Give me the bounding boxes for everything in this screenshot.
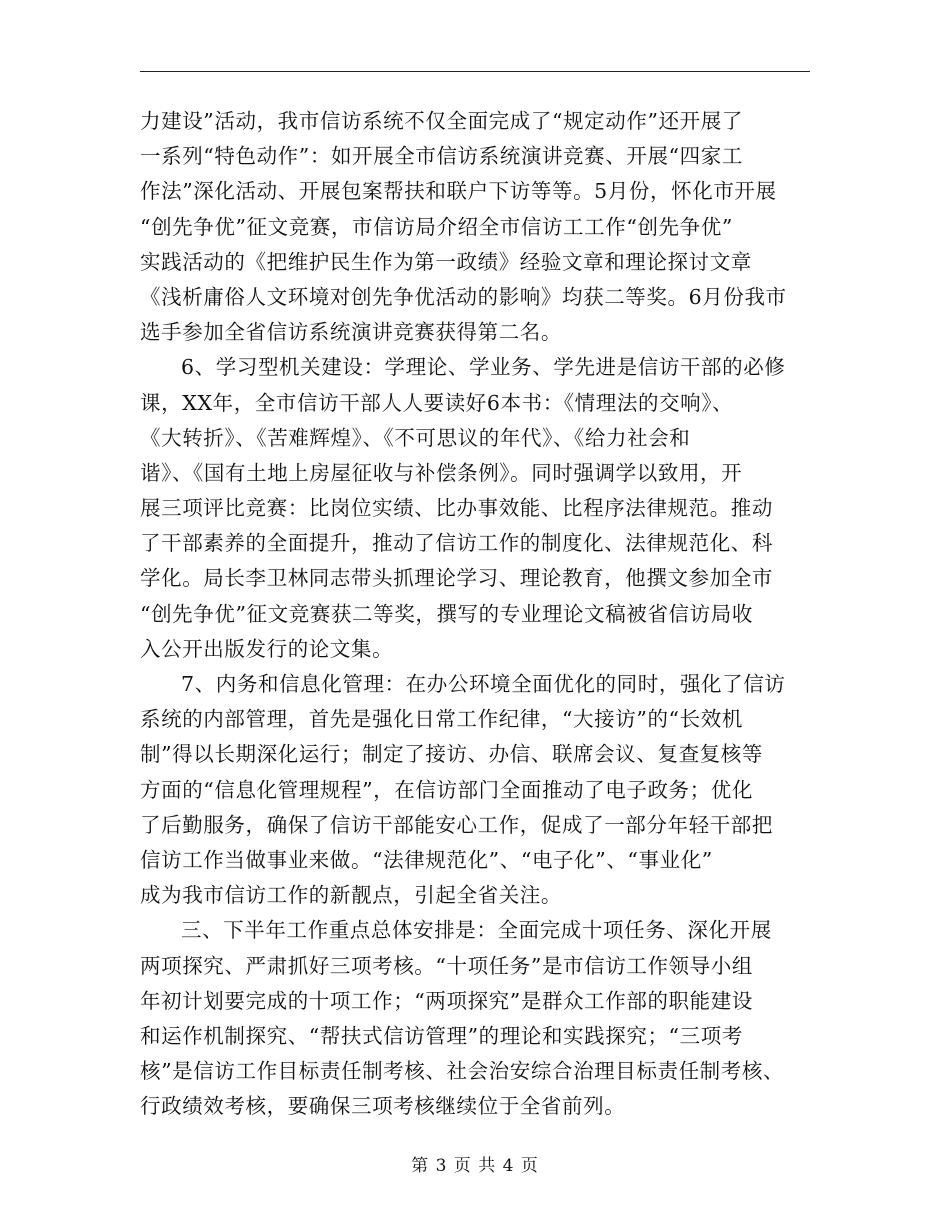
text-line: 成为我市信访工作的新靓点，引起全省关注。	[140, 883, 562, 908]
text-line: 《大转折》、《苦难辉煌》、《不可思议的年代》、《给力社会和	[140, 425, 691, 450]
text-line: 作法”深化活动、开展包案帮扶和联户下访等等。5月份，怀化市开展	[140, 179, 777, 204]
text-line: 一系列“特色动作”：如开展全市信访系统演讲竞赛、开展“四家工	[140, 144, 743, 169]
paragraph-start-line: 三、下半年工作重点总体安排是：全面完成十项任务、深化开展	[181, 918, 772, 943]
text-line: 力建设”活动，我市信访系统不仅全面完成了“规定动作”还开展了	[140, 109, 743, 133]
page-number-footer: 第 3 页 共 4 页	[411, 1156, 539, 1176]
paragraph-start-line: 7、内务和信息化管理：在办公环境全面优化的同时，强化了信访	[181, 672, 786, 696]
text-line: 实践活动的《把维护民生作为第一政绩》经验文章和理论探讨文章	[140, 249, 752, 274]
document-body	[140, 104, 812, 1124]
text-line: 谐》、《国有土地上房屋征收与补偿条例》。同时强调学以致用，开	[140, 460, 743, 485]
text-line: 学化。局长李卫林同志带头抓理论学习、理论教育，他撰文参加全市	[140, 566, 773, 591]
paragraph-start-line: 6、学习型机关建设：学理论、学业务、学先进是信访干部的必修	[181, 355, 786, 380]
text-line: 核”是信访工作目标责任制考核、社会治安综合治理目标责任制考核、	[140, 1059, 785, 1084]
text-line: “创先争优”征文竞赛获二等奖，撰写的专业理论文稿被省信访局收	[140, 601, 753, 626]
text-line: 展三项评比竞赛：比岗位实绩、比办事效能、比程序法律规范。推动	[140, 496, 773, 521]
text-line: 制”得以长期深化运行；制定了接访、办信、联席会议、复查复核等	[140, 742, 763, 767]
text-line: 和运作机制探究、“帮扶式信访管理”的理论和实践探究；“三项考	[140, 1023, 743, 1048]
text-line: “创先争优”征文竞赛，市信访局介绍全市信访工工作“创先争优”	[140, 214, 733, 239]
text-line: 信访工作当做事业来做。“法律规范化”、“电子化”、“事业化”	[140, 847, 713, 872]
text-line: 选手参加全省信访系统演讲竞赛获得第二名。	[140, 320, 562, 345]
text-line: 行政绩效考核，要确保三项考核继续位于全省前列。	[140, 1094, 626, 1119]
text-line: 课，XX年，全市信访干部人人要读好6本书：《情理法的交响》、	[140, 390, 734, 415]
text-line: 了干部素养的全面提升，推动了信访工作的制度化、法律规范化、科	[140, 531, 773, 556]
text-line: 系统的内部管理，首先是强化日常工作纪律，“大接访”的“长效机	[140, 707, 743, 732]
text-line: 了后勤服务，确保了信访干部能安心工作，促成了一部分年轻干部把	[140, 812, 773, 837]
text-line: 入公开出版发行的论文集。	[140, 636, 394, 661]
text-line: 年初计划要完成的十项工作；“两项探究”是群众工作部的职能建设	[140, 988, 753, 1013]
header-rule	[140, 71, 810, 72]
text-line: 两项探究、严肃抓好三项考核。“十项任务”是市信访工作领导小组	[140, 953, 753, 978]
text-line: 《浅析庸俗人文环境对创先争优活动的影响》均获二等奖。6月份我市	[140, 284, 787, 309]
text-line: 方面的“信息化管理规程”，在信访部门全面推动了电子政务；优化	[140, 777, 753, 802]
